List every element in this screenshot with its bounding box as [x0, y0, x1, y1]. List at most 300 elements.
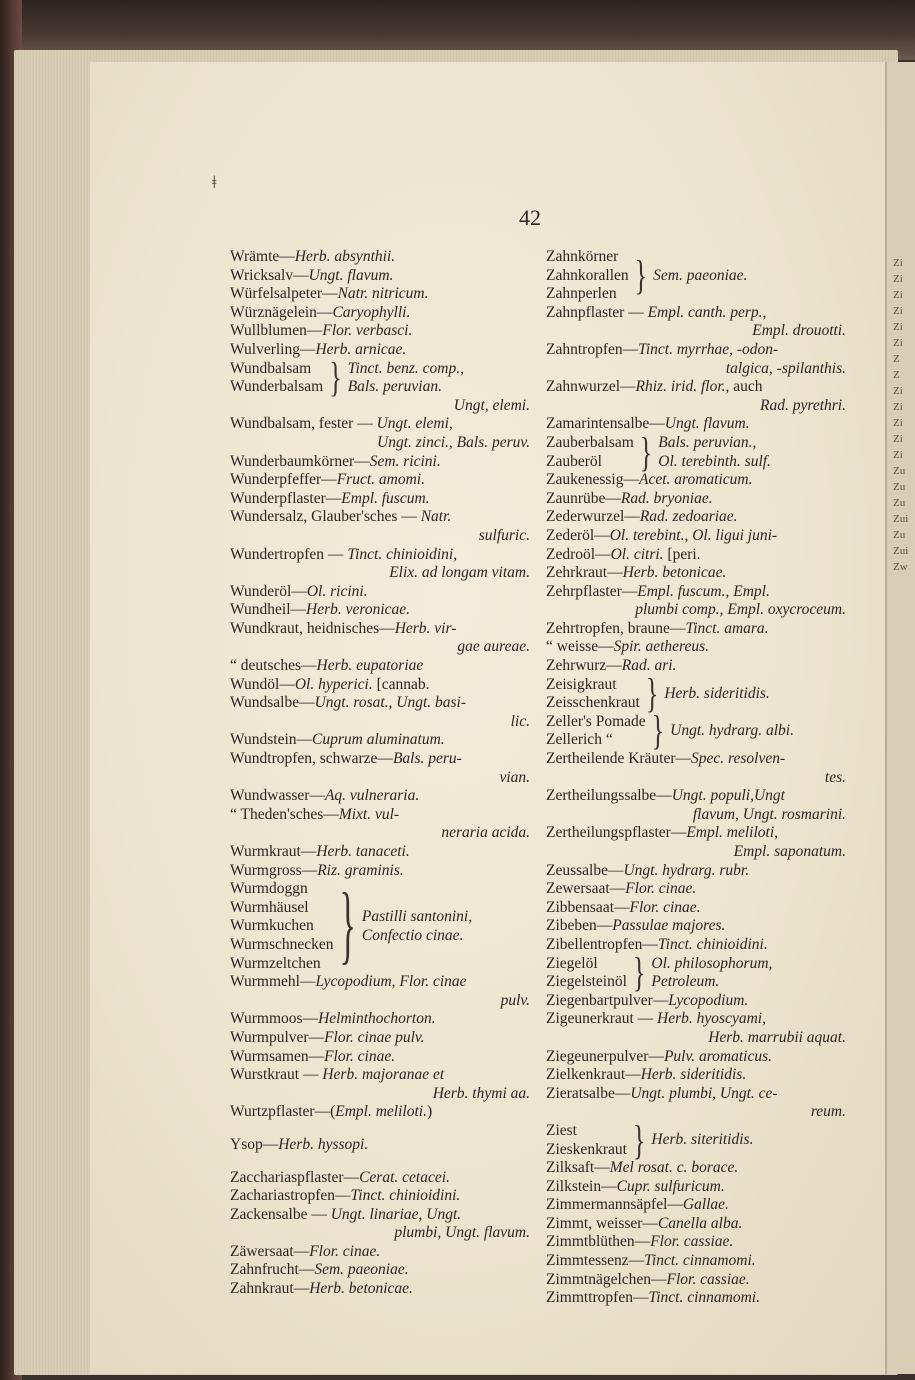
- term: Zahnkraut—: [230, 1280, 310, 1298]
- term: Zimmtessenz—: [546, 1252, 645, 1270]
- continuation: lic.: [510, 712, 530, 730]
- remedy-name: Tinct. amara.: [685, 619, 769, 637]
- entry-group: [546, 670, 846, 717]
- dictionary-entry: [230, 508, 530, 545]
- remedy-name: Natr. nitricum.: [337, 285, 429, 303]
- remedy-name: Lycopodium, Flor. cinae: [315, 973, 467, 991]
- term: Wundheil—: [230, 601, 307, 619]
- remedy-name: Canella alba.: [657, 1214, 743, 1232]
- facing-page-fragment-text: Zi: [893, 337, 903, 349]
- margin-mark: ǂ: [212, 172, 217, 192]
- remedy-name: Spec. resolven-: [691, 750, 786, 768]
- term: Wunderbalsam: [230, 378, 324, 396]
- dictionary-entry: [546, 1271, 846, 1290]
- term: Wricksalv—: [230, 266, 309, 284]
- term: Wrämte—: [230, 248, 295, 265]
- remedy-name: Caryophylli.: [332, 303, 411, 321]
- dictionary-entry: [230, 1136, 530, 1155]
- dictionary-entry: [230, 806, 530, 843]
- remedy-name: Gallae.: [682, 1196, 729, 1214]
- dictionary-entry: [546, 1178, 846, 1197]
- remedy-name: Flor. cinae.: [625, 880, 697, 898]
- term: Wunderpfeffer—: [230, 471, 337, 489]
- remedy-name: Ol. citri.: [610, 545, 664, 563]
- continuation: plumbi, Ungt. flavum.: [394, 1224, 530, 1242]
- remedy-name: Ol. terebint., Ol. ligui juni-: [609, 526, 778, 544]
- remedy-name: Ungt. populi,Ungt: [671, 787, 785, 805]
- term: Zahnfrucht—: [230, 1261, 315, 1279]
- remedy-name: Herb. majoranae et: [322, 1066, 445, 1084]
- remedy-name: Empl. fuscum., Empl.: [637, 582, 770, 600]
- right-column: [546, 248, 846, 1308]
- term: Wundöl—: [230, 675, 295, 693]
- dictionary-entry: [546, 1048, 846, 1067]
- remedy-name: Bals. peru-: [392, 750, 462, 768]
- dictionary-entry: [546, 750, 846, 787]
- term: Zauberöl: [546, 452, 602, 470]
- term: Würfelsalpeter—: [230, 285, 338, 303]
- group-target: [362, 908, 472, 945]
- remedy-name: Flor. cassiae.: [666, 1270, 750, 1288]
- term: Zehrpflaster—: [546, 582, 638, 600]
- term: Ziegenbartpulver—: [546, 991, 669, 1009]
- dictionary-entry: [546, 415, 846, 434]
- dictionary-entry: [230, 620, 530, 657]
- group-terms: [546, 434, 634, 471]
- entry-group: [230, 877, 530, 974]
- dictionary-entry: [546, 992, 846, 1011]
- continuation: Herb. marrubii aquat.: [708, 1028, 846, 1046]
- dictionary-entry: [546, 378, 846, 415]
- entry-group: [546, 428, 846, 475]
- dictionary-entry: [230, 787, 530, 806]
- remedy-name: Ungt. plumbi, Ungt. ce-: [630, 1084, 778, 1102]
- dictionary-entry: [230, 490, 530, 509]
- facing-page-fragment-text: Zi: [893, 321, 903, 333]
- dictionary-entry: [546, 304, 846, 341]
- remedy-name: Tinct. chinioidini.: [657, 935, 768, 953]
- target-line: Petroleum.: [651, 973, 720, 991]
- continuation: flavum, Ungt. rosmarini.: [692, 805, 846, 823]
- term: Zigeunerkraut —: [546, 1010, 658, 1028]
- continuation: talgica, -spilanthis.: [725, 359, 846, 377]
- dictionary-entry: [546, 936, 846, 955]
- term: Wurmdoggn: [230, 880, 308, 898]
- entry-suffix: ): [426, 1103, 433, 1121]
- remedy-name: Flor. cinae.: [629, 898, 701, 916]
- dictionary-entry: [230, 973, 530, 1010]
- term: Ziegelöl: [546, 954, 598, 972]
- remedy-name: Herb. hyssopi.: [278, 1135, 369, 1153]
- group-target: [658, 434, 771, 471]
- dictionary-entry: [230, 1029, 530, 1048]
- entry-group: [546, 949, 846, 996]
- facing-page-fragment-text: Zi: [893, 273, 903, 285]
- target-line: Tinct. benz. comp.,: [347, 359, 464, 377]
- dictionary-entry: [546, 1289, 846, 1308]
- group-target: [653, 267, 747, 286]
- dictionary-entry: [230, 1048, 530, 1067]
- continuation: Empl. saponatum.: [733, 843, 846, 860]
- term: Zeller's Pomade: [546, 712, 646, 730]
- term: Wunderpflaster—: [230, 489, 342, 507]
- facing-page-fragment-text: Zi: [893, 385, 903, 397]
- dictionary-entry: [546, 657, 846, 676]
- remedy-name: Cerat. cetacei.: [359, 1168, 450, 1186]
- term: Zimmt, weisser—: [546, 1214, 658, 1232]
- remedy-name: Tinct. cinnamomi.: [648, 1289, 760, 1307]
- group-target: [670, 722, 794, 741]
- term: Zibeben—: [546, 917, 613, 935]
- continuation: Ungt, elemi.: [453, 396, 530, 414]
- term: Wunderbaumkörner—: [230, 452, 370, 470]
- facing-page-fragment-text: Z: [893, 369, 900, 381]
- target-line: Ol. philosophorum,: [651, 954, 773, 972]
- term: Zaukenessig—: [546, 471, 639, 489]
- dictionary-entry: [230, 341, 530, 360]
- facing-page-fragment-text: Zi: [893, 305, 903, 317]
- dictionary-entry: [546, 341, 846, 378]
- remedy-name: Mixt. vul-: [338, 805, 400, 823]
- remedy-name: Empl. meliloti,: [686, 824, 779, 842]
- target-line: Herb. siteritidis.: [651, 1131, 754, 1149]
- term: Wurmpulver—: [230, 1028, 325, 1046]
- term: Wulverling—: [230, 340, 316, 358]
- continuation: Empl. drouotti.: [752, 322, 846, 340]
- term: Zahnwurzel—: [546, 378, 636, 396]
- grouped-entry: [230, 877, 530, 974]
- remedy-name: Empl. fuscum.: [341, 489, 430, 507]
- target-line: Confectio cinae.: [361, 926, 464, 944]
- target-line: Bals. peruvian.,: [658, 433, 757, 451]
- dictionary-entry: [546, 564, 846, 583]
- remedy-name: Ungt. hydrarg. rubr.: [623, 861, 750, 879]
- remedy-name: Acet. aromaticum.: [638, 471, 753, 489]
- group-terms: [546, 955, 627, 992]
- term: Wurmmoos—: [230, 1010, 319, 1028]
- term: Wurmzeltchen: [230, 954, 321, 972]
- term: Wurstkraut —: [230, 1066, 323, 1084]
- dictionary-entry: [546, 880, 846, 899]
- remedy-name: Fruct. amomi.: [336, 471, 425, 489]
- dictionary-entry: [230, 862, 530, 881]
- continuation: Elix. ad longam vitam.: [389, 564, 530, 582]
- dictionary-entry: [546, 638, 846, 657]
- dictionary-entry: [546, 508, 846, 527]
- facing-page-fragment-text: Zi: [893, 289, 903, 301]
- entry-suffix: [cannab.: [372, 675, 430, 693]
- dictionary-entry: [230, 1169, 530, 1188]
- spacer: [230, 1155, 530, 1169]
- term: Zahnperlen: [546, 285, 617, 303]
- remedy-name: Empl. meliloti.: [335, 1103, 427, 1121]
- term: Zehrkraut—: [546, 564, 623, 582]
- target-line: Bals. peruvian.: [347, 378, 442, 396]
- remedy-name: Herb. tanaceti.: [316, 843, 410, 860]
- continuation: sulfuric.: [478, 526, 530, 544]
- term: Zederöl—: [546, 526, 610, 544]
- remedy-name: Helminthochorton.: [318, 1010, 436, 1028]
- term: Zamarintensalbe—: [546, 415, 665, 433]
- dictionary-entry: [230, 843, 530, 862]
- term: Wundkraut, heidnisches—: [230, 619, 395, 637]
- continuation: Rad. pyrethri.: [760, 396, 846, 414]
- grouped-entry: [546, 248, 846, 304]
- dictionary-entry: [230, 322, 530, 341]
- term: Wullblumen—: [230, 322, 323, 340]
- dictionary-entry: [546, 917, 846, 936]
- continuation: Herb. thymi aa.: [432, 1084, 530, 1102]
- grouped-entry: [546, 707, 846, 754]
- remedy-name: Cuprum aluminatum.: [312, 731, 445, 749]
- brace-symbol: }: [639, 428, 653, 475]
- remedy-name: Herb. betonicae.: [622, 564, 727, 582]
- term: “ deutsches—: [230, 657, 317, 675]
- remedy-name: Cupr. sulfuricum.: [616, 1177, 725, 1195]
- term: Wurmsamen—: [230, 1047, 325, 1065]
- dictionary-entry: [546, 1196, 846, 1215]
- target-line: Pastilli santonini,: [361, 908, 473, 926]
- term: Zilksaft—: [546, 1159, 610, 1177]
- brace-symbol: }: [632, 1116, 646, 1163]
- term: Ysop—: [230, 1135, 279, 1153]
- dictionary-entry: [230, 1206, 530, 1243]
- term: Zackensalbe —: [230, 1205, 331, 1223]
- term: Zibellentropfen—: [546, 935, 658, 953]
- facing-page-fragment-text: Zi: [893, 449, 903, 461]
- term: Zertheilungspflaster—: [546, 824, 687, 842]
- term: Wurmschnecken: [230, 935, 334, 953]
- remedy-name: Ol. hyperici.: [294, 675, 373, 693]
- term: Zauberbalsam: [546, 433, 634, 451]
- group-target: [651, 1131, 753, 1150]
- target-line: Ol. terebinth. sulf.: [658, 452, 771, 470]
- facing-page-fragment-text: Zw: [893, 561, 908, 573]
- remedy-name: Rad. ari.: [621, 657, 677, 675]
- dictionary-entry: [230, 1261, 530, 1280]
- grouped-entry: [546, 1116, 846, 1163]
- term: Zeisschenkraut: [546, 694, 640, 712]
- facing-page-fragment-text: Zui: [893, 513, 909, 525]
- remedy-name: Tinct. myrrhae, -odon-: [638, 340, 779, 358]
- term: Zehrtropfen, braune—: [546, 619, 686, 637]
- term: Zeussalbe—: [546, 861, 624, 879]
- brace-symbol: }: [329, 354, 342, 401]
- remedy-name: Natr.: [420, 508, 452, 526]
- term: Wundersalz, Glauber'sches —: [230, 508, 421, 526]
- facing-page-fragment-text: Z: [893, 353, 900, 365]
- dictionary-entry: [546, 1159, 846, 1178]
- dictionary-entry: [230, 750, 530, 787]
- dictionary-entry: [546, 899, 846, 918]
- group-terms: [230, 880, 334, 973]
- remedy-name: Herb. eupatoriae: [316, 657, 424, 675]
- dictionary-entry: [230, 1280, 530, 1299]
- term: Zehrwurz—: [546, 657, 622, 675]
- remedy-name: Passulae majores.: [612, 917, 726, 935]
- term: Zertheilende Kräuter—: [546, 750, 692, 768]
- remedy-name: Flor. cassiae.: [650, 1233, 734, 1251]
- dictionary-entry: [230, 453, 530, 472]
- remedy-name: Sem. ricini.: [369, 452, 441, 470]
- group-terms: [546, 1122, 627, 1159]
- term: Ziest: [546, 1121, 577, 1139]
- group-target: [664, 685, 770, 704]
- term: Ziegelsteinöl: [546, 973, 627, 991]
- page-number: 42: [519, 205, 541, 230]
- entry-group: [546, 707, 846, 754]
- remedy-name: Herb. absynthii.: [294, 248, 396, 265]
- remedy-name: Flor. verbasci.: [322, 322, 413, 340]
- term: Zimmermannsäpfel—: [546, 1196, 683, 1214]
- remedy-name: Ungt. linariae, Ungt.: [330, 1205, 462, 1223]
- term: Zewersaat—: [546, 880, 626, 898]
- term: Zahnkörner: [546, 248, 619, 265]
- term: Zimmttropfen—: [546, 1289, 649, 1307]
- target-line: Ungt. hydrarg. albi.: [670, 722, 794, 740]
- facing-page-fragment-text: Zi: [893, 433, 903, 445]
- dictionary-entry: [230, 304, 530, 323]
- dictionary-entry: [546, 1066, 846, 1085]
- continuation: tes.: [824, 768, 846, 786]
- term: Zieratsalbe—: [546, 1084, 631, 1102]
- continuation: plumbi comp., Empl. oxycroceum.: [635, 601, 846, 619]
- term: Wurmkuchen: [230, 917, 314, 935]
- remedy-name: Tinct. chinioidini,: [347, 545, 458, 563]
- grouped-entry: [546, 949, 846, 996]
- term: Zeisigkraut: [546, 675, 617, 693]
- dictionary-entry: [230, 583, 530, 602]
- remedy-name: Aq. vulneraria.: [324, 787, 420, 805]
- remedy-name: Sem. paeoniae.: [314, 1261, 409, 1279]
- entry-group: [546, 248, 846, 304]
- dictionary-entry: [230, 546, 530, 583]
- term: Ziegeunerpulver—: [546, 1047, 664, 1065]
- term: Zieskenkraut: [546, 1140, 627, 1158]
- term: Wundtropfen, schwarze—: [230, 750, 393, 768]
- term: Zaunrübe—: [546, 489, 621, 507]
- dictionary-entry: [230, 471, 530, 490]
- term: Zederwurzel—: [546, 508, 640, 526]
- dictionary-entry: [546, 490, 846, 509]
- term: Wunderöl—: [230, 582, 307, 600]
- remedy-name: Ungt. rosat., Ungt. basi-: [314, 694, 467, 712]
- remedy-name: Flor. cinae pulv.: [324, 1028, 425, 1046]
- dictionary-entry: [230, 1010, 530, 1029]
- facing-page-fragment-text: Zu: [893, 529, 906, 541]
- dictionary-entry: [546, 583, 846, 620]
- facing-page-fragment-text: Zu: [893, 465, 906, 477]
- term: Wurmhäusel: [230, 898, 309, 916]
- term: Zibbensaat—: [546, 898, 630, 916]
- remedy-name: Ungt. flavum.: [308, 266, 394, 284]
- dictionary-entry: [546, 1010, 846, 1047]
- group-terms: [546, 248, 629, 304]
- term: Zimmtnägelchen—: [546, 1270, 667, 1288]
- term: Wurmkraut—: [230, 843, 317, 860]
- facing-page-fragment-text: Zi: [893, 257, 903, 269]
- remedy-name: Herb. sideritidis.: [640, 1066, 747, 1084]
- group-terms: [230, 360, 323, 397]
- term: Zäwersaat—: [230, 1242, 310, 1260]
- continuation: neraria acida.: [441, 824, 530, 842]
- dictionary-entry: [230, 248, 530, 267]
- remedy-name: Rhiz. irid. flor.,: [635, 378, 730, 396]
- brace-symbol: }: [634, 251, 648, 299]
- term: Zilkstein—: [546, 1177, 617, 1195]
- remedy-name: Rad. bryoniae.: [620, 489, 713, 507]
- remedy-name: Tinct. cinnamomi.: [644, 1252, 756, 1270]
- remedy-name: Spir. aethereus.: [613, 638, 710, 656]
- remedy-name: Herb. betonicae.: [309, 1280, 413, 1298]
- term: Zedroöl—: [546, 545, 611, 563]
- remedy-name: Flor. cinae.: [309, 1242, 381, 1260]
- facing-page-fragment-text: Zu: [893, 497, 906, 509]
- entry-group: [230, 354, 530, 401]
- brace-symbol: }: [339, 877, 356, 974]
- remedy-name: Herb. vir-: [394, 619, 457, 637]
- continuation: gae aureae.: [457, 638, 530, 656]
- dictionary-entry: [546, 824, 846, 861]
- continuation: reum.: [810, 1103, 846, 1121]
- facing-page-fragment-text: Zu: [893, 481, 906, 493]
- term: Wundbalsam, fester —: [230, 415, 377, 433]
- dictionary-entry: [546, 620, 846, 639]
- term: Zacchariaspflaster—: [230, 1168, 360, 1186]
- dictionary-entry: [230, 415, 530, 452]
- term: Zielkenkraut—: [546, 1066, 641, 1084]
- grouped-entry: [546, 428, 846, 475]
- remedy-name: Herb. arnicae.: [315, 340, 407, 358]
- term: Wundbalsam: [230, 359, 312, 377]
- spacer: [230, 1122, 530, 1136]
- group-target: [651, 955, 772, 992]
- facing-page-fragment-text: Zi: [893, 417, 903, 429]
- term: Wundertropfen —: [230, 545, 348, 563]
- brace-symbol: }: [632, 949, 646, 996]
- remedy-name: Ol. ricini.: [306, 582, 368, 600]
- dictionary-entry: [230, 1187, 530, 1206]
- term: Wurmmehl—: [230, 973, 316, 991]
- remedy-name: Herb. veronicae.: [306, 601, 411, 619]
- left-column: [230, 248, 530, 1299]
- continuation: vian.: [499, 768, 530, 786]
- remedy-name: Riz. graminis.: [317, 861, 404, 879]
- entry-group: [546, 1116, 846, 1163]
- dictionary-entry: [546, 787, 846, 824]
- term: Würznägelein—: [230, 303, 333, 321]
- entry-suffix: [peri.: [663, 545, 701, 563]
- term: Wurtzpflaster—(: [230, 1103, 336, 1121]
- brace-symbol: }: [645, 670, 659, 717]
- dictionary-entry: [230, 601, 530, 620]
- dictionary-entry: [230, 1066, 530, 1103]
- term: Wundwasser—: [230, 787, 325, 805]
- dictionary-entry: [546, 862, 846, 881]
- term: Zertheilungssalbe—: [546, 787, 672, 805]
- dictionary-entry: [546, 471, 846, 490]
- remedy-name: Rad. zedoariae.: [639, 508, 738, 526]
- remedy-name: Empl. canth. perp.,: [647, 303, 767, 321]
- dictionary-entry: [230, 657, 530, 676]
- remedy-name: Ungt. flavum.: [664, 415, 750, 433]
- remedy-name: Tinct. chinioidini.: [350, 1187, 461, 1205]
- term: Zahntropfen—: [546, 340, 639, 358]
- term: Wundstein—: [230, 731, 313, 749]
- dictionary-entry: [546, 527, 846, 546]
- dictionary-entry: [230, 285, 530, 304]
- term: Wurmgross—: [230, 861, 318, 879]
